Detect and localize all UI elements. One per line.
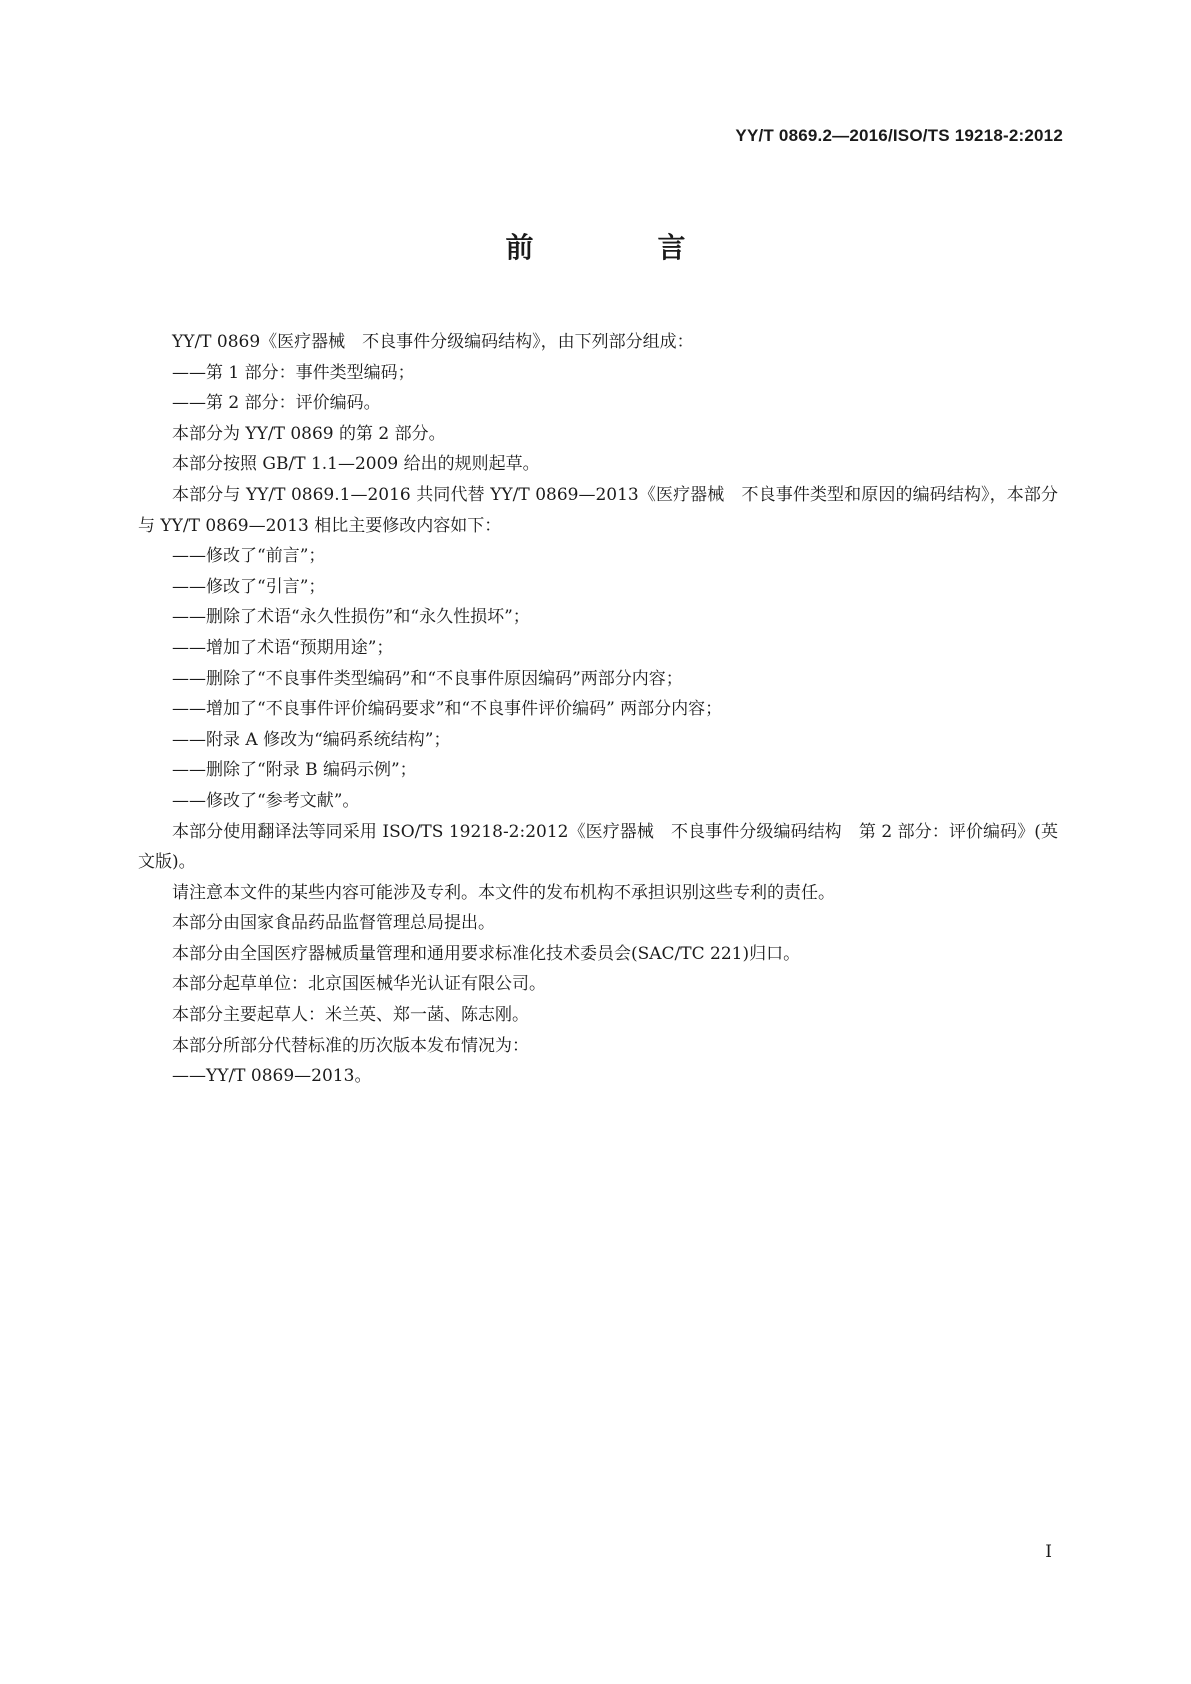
- list-item-change: ——增加了“不良事件评价编码要求”和“不良事件评价编码” 两部分内容；: [172, 699, 723, 720]
- list-item-part1: ——第 1 部分：事件类型编码；: [172, 362, 415, 383]
- list-item-change: ——删除了“不良事件类型编码”和“不良事件原因编码”两部分内容；: [172, 668, 683, 689]
- list-item-part2: ——第 2 部分：评价编码。: [172, 393, 381, 414]
- paragraph-intro: YY/T 0869《医疗器械 不良事件分级编码结构》，由下列部分组成：: [172, 332, 694, 352]
- page-title: 前 言: [505, 231, 734, 264]
- list-item-change: ——删除了“附录 B 编码示例”；: [172, 760, 417, 781]
- paragraph-drafters: 本部分主要起草人：米兰英、郑一菡、陈志刚。: [172, 1005, 529, 1026]
- paragraph-history: 本部分所部分代替标准的历次版本发布情况为：: [172, 1035, 529, 1056]
- standard-code-header: YY/T 0869.2—2016/ISO/TS 19218-2:2012: [735, 126, 1063, 145]
- list-item-change: ——修改了“参考文献”。: [172, 790, 360, 811]
- paragraph-proposed-by: 本部分由国家食品药品监督管理总局提出。: [172, 913, 495, 934]
- paragraph-drafting-rules: 本部分按照 GB/T 1.1—2009 给出的规则起草。: [172, 454, 540, 475]
- paragraph-translation: 本部分使用翻译法等同采用 ISO/TS 19218-2:2012《医疗器械 不良事件分级编码结构 第 2 部分：评价编码》(英文版)。: [138, 821, 1058, 873]
- page-number: I: [1045, 1542, 1052, 1562]
- paragraph-patent-notice: 请注意本文件的某些内容可能涉及专利。本文件的发布机构不承担识别这些专利的责任。: [172, 882, 835, 903]
- paragraph-replacement: 本部分与 YY/T 0869.1—2016 共同代替 YY/T 0869—2013《医疗器械 不良事件类型和原因的编码结构》，本部分与 YY/T 0869—2013 相比主要修改内容如下：: [138, 484, 1058, 536]
- list-item-change: ——修改了“引言”；: [172, 576, 326, 597]
- paragraph-committee: 本部分由全国医疗器械质量管理和通用要求标准化技术委员会(SAC/TC 221)归口。: [172, 943, 801, 964]
- list-item-change: ——增加了术语“预期用途”；: [172, 637, 394, 658]
- list-item-change: ——修改了“前言”；: [172, 546, 326, 567]
- foreword-body: [138, 327, 1058, 1092]
- paragraph-this-part: 本部分为 YY/T 0869 的第 2 部分。: [172, 423, 446, 444]
- list-item-history: ——YY/T 0869—2013。: [172, 1066, 372, 1087]
- list-item-change: ——删除了术语“永久性损伤”和“永久性损坏”；: [172, 607, 530, 628]
- list-item-change: ——附录 A 修改为“编码系统结构”；: [172, 729, 451, 750]
- paragraph-drafting-unit: 本部分起草单位：北京国医械华光认证有限公司。: [172, 974, 546, 995]
